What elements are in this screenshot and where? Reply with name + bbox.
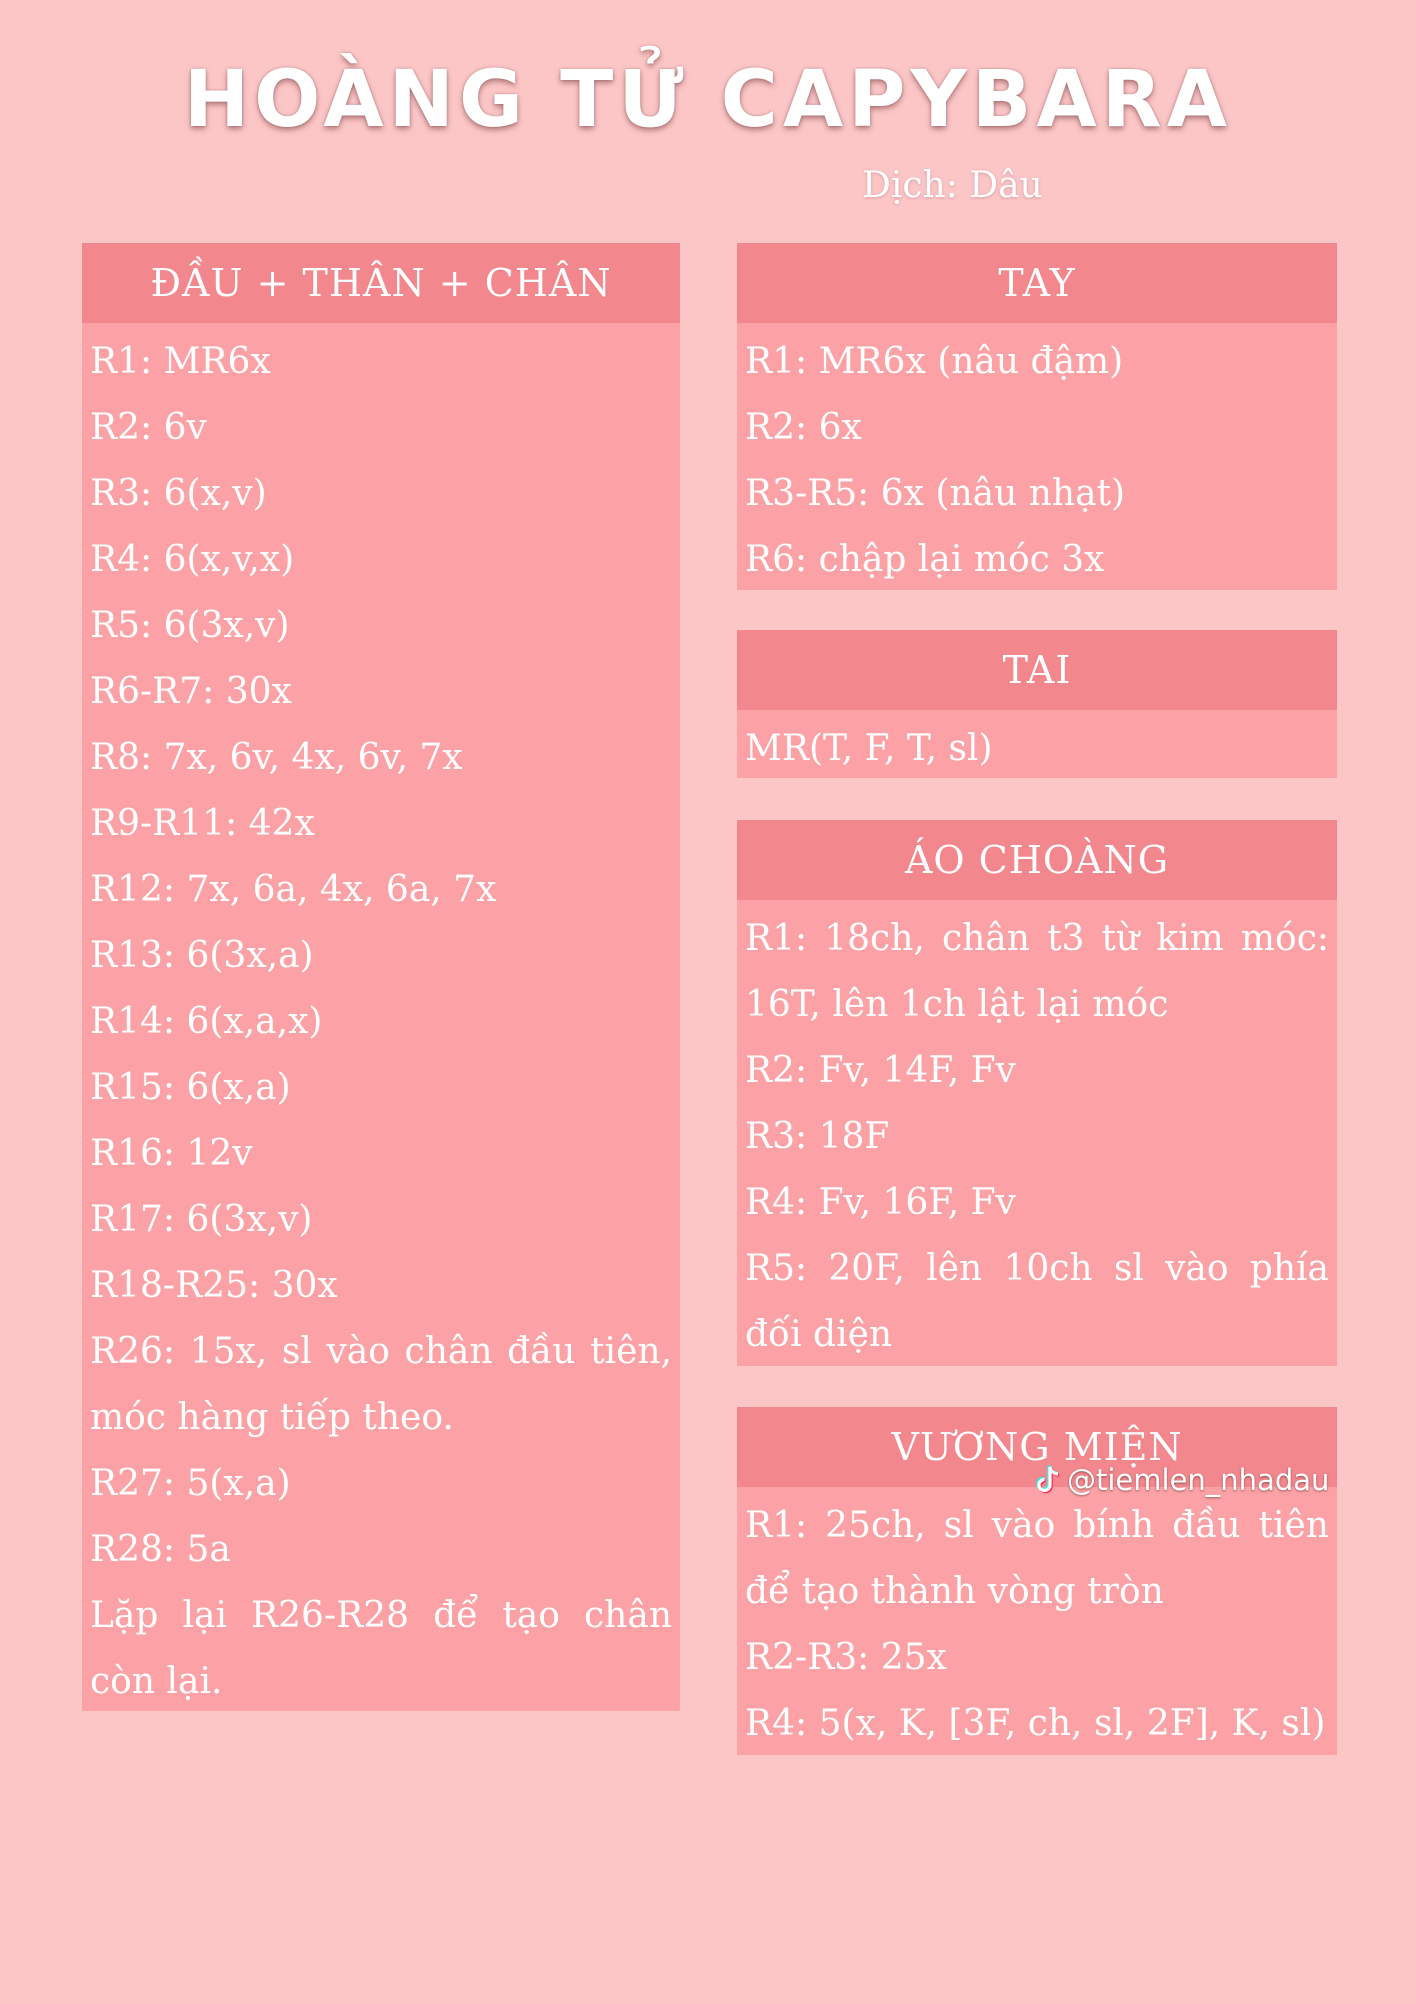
pattern-row: R3: 6(x,v) bbox=[90, 473, 267, 514]
panel-cape bbox=[737, 820, 1337, 1366]
pattern-row: R27: 5(x,a) bbox=[90, 1463, 291, 1504]
pattern-row: R12: 7x, 6a, 4x, 6a, 7x bbox=[90, 869, 497, 910]
pattern-row: R4: 5(x, K, [3F, ch, sl, 2F], K, sl) bbox=[745, 1703, 1326, 1744]
pattern-row: Lặp lại R26-R28 để tạo chân còn lại. bbox=[90, 1595, 672, 1702]
panel-head-body-legs bbox=[82, 243, 680, 1711]
pattern-row: R1: 18ch, chân t3 từ kim móc: 16T, lên 1ch lật lại móc bbox=[745, 918, 1329, 1025]
panel-body-ears bbox=[737, 710, 1337, 782]
pattern-row: R6-R7: 30x bbox=[90, 671, 292, 712]
page-title: HOÀNG TỬ CAPYBARA bbox=[183, 55, 1233, 145]
pattern-row: R1: 25ch, sl vào bính đầu tiên để tạo thành vòng tròn bbox=[745, 1505, 1329, 1612]
pattern-row: R17: 6(3x,v) bbox=[90, 1199, 313, 1240]
pattern-row: R2: 6v bbox=[90, 407, 207, 448]
pattern-row: R28: 5a bbox=[90, 1529, 231, 1570]
pattern-row: R5: 20F, lên 10ch sl vào phía đối diện bbox=[745, 1248, 1329, 1355]
panel-header-arms: TAY bbox=[737, 243, 1337, 323]
pattern-row: R26: 15x, sl vào chân đầu tiên, móc hàng tiếp theo. bbox=[90, 1331, 672, 1438]
pattern-row: R3-R5: 6x (nâu nhạt) bbox=[745, 473, 1126, 514]
panel-header-crown: VƯƠNG MIỆN bbox=[737, 1407, 1337, 1487]
panel-arms bbox=[737, 243, 1337, 590]
pattern-row: R1: MR6x (nâu đậm) bbox=[745, 341, 1124, 382]
pattern-row: R14: 6(x,a,x) bbox=[90, 1001, 323, 1042]
panel-body-crown bbox=[737, 1487, 1337, 1757]
pattern-row: MR(T, F, T, sl) bbox=[745, 728, 993, 769]
panel-body-head-body-legs bbox=[82, 323, 680, 1715]
panel-crown bbox=[737, 1407, 1337, 1755]
pattern-row: R15: 6(x,a) bbox=[90, 1067, 291, 1108]
pattern-row: R9-R11: 42x bbox=[90, 803, 315, 844]
tiktok-icon bbox=[1033, 1464, 1063, 1496]
watermark-handle: @tiemlen_nhadau bbox=[1067, 1463, 1330, 1497]
pattern-row: R16: 12v bbox=[90, 1133, 253, 1174]
panel-body-cape bbox=[737, 900, 1337, 1368]
translator-credit: Dịch: Dâu bbox=[862, 165, 1043, 206]
panel-header-cape: ÁO CHOÀNG bbox=[737, 820, 1337, 900]
pattern-row: R1: MR6x bbox=[90, 341, 271, 382]
pattern-row: R2: Fv, 14F, Fv bbox=[745, 1050, 1016, 1091]
pattern-row: R8: 7x, 6v, 4x, 6v, 7x bbox=[90, 737, 463, 778]
pattern-row: R3: 18F bbox=[745, 1116, 890, 1157]
pattern-row: R4: 6(x,v,x) bbox=[90, 539, 295, 580]
pattern-row: R2: 6x bbox=[745, 407, 862, 448]
panel-body-arms bbox=[737, 323, 1337, 593]
panel-header-ears: TAI bbox=[737, 630, 1337, 710]
tiktok-watermark bbox=[1033, 1463, 1329, 1497]
pattern-row: R4: Fv, 16F, Fv bbox=[745, 1182, 1016, 1223]
panel-header-head-body-legs: ĐẦU + THÂN + CHÂN bbox=[82, 243, 680, 323]
pattern-row: R6: chập lại móc 3x bbox=[745, 539, 1105, 580]
pattern-row: R2-R3: 25x bbox=[745, 1637, 947, 1678]
pattern-row: R13: 6(3x,a) bbox=[90, 935, 314, 976]
pattern-row: R5: 6(3x,v) bbox=[90, 605, 290, 646]
pattern-row: R18-R25: 30x bbox=[90, 1265, 338, 1306]
panel-ears bbox=[737, 630, 1337, 778]
